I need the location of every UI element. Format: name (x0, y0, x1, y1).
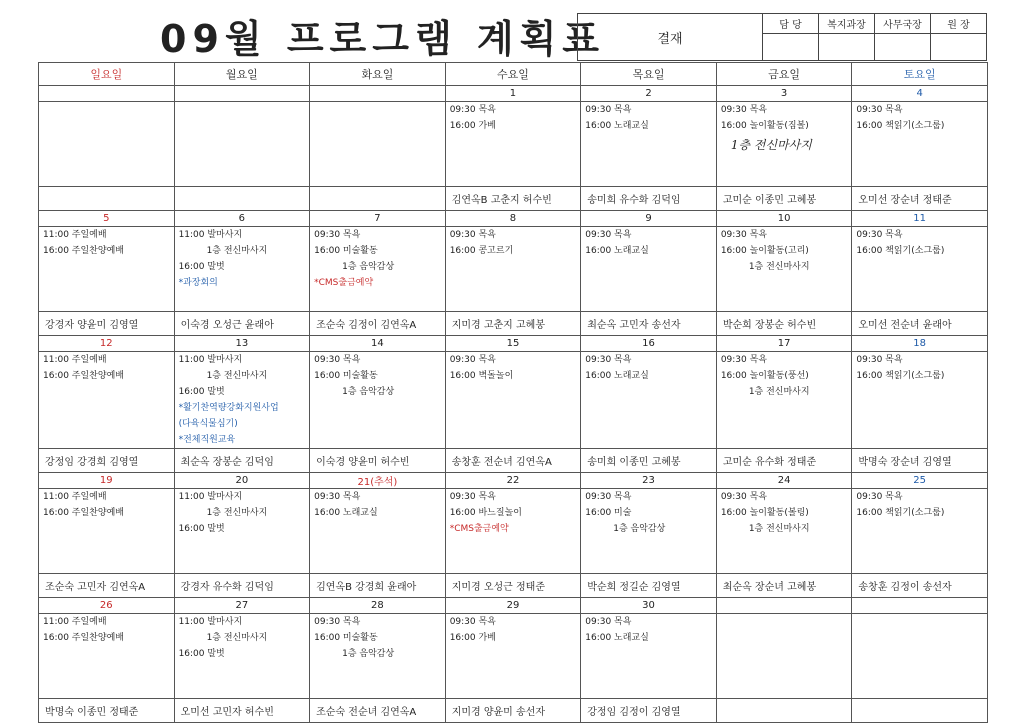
activity-item: 11:00 발마사지 (178, 230, 243, 240)
activity-item: 16:00 놀이활동(짐볼) (720, 121, 809, 131)
activity-item: 1층 전신마사지 (748, 524, 810, 534)
approval-sign-box[interactable] (819, 34, 874, 60)
activity-item: 09:30 목욕 (720, 355, 767, 365)
activity-item: 16:00 벽돌놀이 (449, 371, 514, 381)
activity-item: 09:30 목욕 (720, 230, 767, 240)
staff-row (39, 574, 988, 598)
date-number: 15 (445, 336, 581, 352)
activity-item: 16:00 책읽기(소그룹) (856, 508, 945, 518)
staff-names (174, 187, 310, 211)
activity-cell (716, 614, 852, 699)
staff-row (39, 312, 988, 336)
activity-item: 09:30 목욕 (449, 492, 496, 502)
activity-item: 11:00 발마사지 (178, 492, 243, 502)
staff-names: 강경자 양윤미 김영열 (39, 312, 175, 336)
notice-item: *CMS출금예약 (449, 524, 509, 534)
activity-cell (581, 352, 717, 449)
activity-item: 09:30 목욕 (449, 355, 496, 365)
date-number (852, 598, 988, 614)
activity-item: 1층 음악감상 (613, 524, 666, 534)
date-number: 11 (852, 211, 988, 227)
page-title: 09월 프로그램 계획표 (160, 17, 606, 61)
activity-item: 1층 음악감상 (342, 262, 395, 272)
activity-item: 16:00 놀이활동(고리) (720, 246, 809, 256)
weekday-header: 화요일 (310, 63, 446, 86)
activity-item: 11:00 주일예배 (43, 230, 107, 240)
date-number: 14 (310, 336, 446, 352)
activity-cell (174, 489, 310, 574)
activity-cell (445, 227, 581, 312)
activity-cell (581, 227, 717, 312)
staff-names: 박명숙 장순녀 김영열 (852, 449, 988, 473)
date-number: 2 (581, 86, 717, 102)
staff-names: 송창훈 전순녀 김연옥A (445, 449, 581, 473)
staff-names: 지미경 오성근 정태준 (445, 574, 581, 598)
date-number: 20 (174, 473, 310, 489)
activity-item: 16:00 주일찬양예배 (43, 371, 124, 381)
activity-item: 09:30 목욕 (720, 105, 767, 115)
date-number: 4 (852, 86, 988, 102)
date-number: 27 (174, 598, 310, 614)
activity-item: 09:30 목욕 (856, 105, 903, 115)
activity-item: 16:00 놀이활동(볼링) (720, 508, 809, 518)
activity-row (39, 227, 988, 312)
activity-item: 09:30 목욕 (449, 230, 496, 240)
staff-names (39, 187, 175, 211)
activity-cell (445, 489, 581, 574)
activity-cell (310, 489, 446, 574)
activity-cell (39, 489, 175, 574)
activity-item: 16:00 말벗 (178, 262, 225, 272)
activity-item: 1층 전신마사지 (206, 508, 268, 518)
activity-item: 16:00 주일찬양예배 (43, 508, 124, 518)
activity-item: 16:00 책읽기(소그룹) (856, 246, 945, 256)
activity-item: 1층 전신마사지 (206, 633, 268, 643)
approval-col (763, 14, 819, 60)
activity-cell (174, 352, 310, 449)
staff-names: 박순희 장봉순 허수빈 (716, 312, 852, 336)
activity-item: 16:00 주일찬양예배 (43, 633, 124, 643)
activity-cell (716, 489, 852, 574)
activity-item: 09:30 목욕 (314, 230, 361, 240)
staff-names: 오미선 장순녀 정태준 (852, 187, 988, 211)
activity-item: 16:00 말벗 (178, 524, 225, 534)
staff-names: 강경자 유수화 김덕임 (174, 574, 310, 598)
activity-cell (852, 227, 988, 312)
approval-role: 복지과장 (819, 14, 874, 34)
weekday-header: 일요일 (39, 63, 175, 86)
approval-sign-box[interactable] (763, 34, 818, 60)
staff-names: 박순희 정길순 김영열 (581, 574, 717, 598)
staff-names: 송창훈 김정이 송선자 (852, 574, 988, 598)
staff-names: 김연옥B 고춘지 허수빈 (445, 187, 581, 211)
approval-role: 사무국장 (875, 14, 930, 34)
staff-names: 강정임 강경희 김영열 (39, 449, 175, 473)
activity-item: 16:00 주일찬양예배 (43, 246, 124, 256)
activity-item: 16:00 바느질놀이 (449, 508, 522, 518)
date-number: 16 (581, 336, 717, 352)
date-row (39, 211, 988, 227)
approval-sign-box[interactable] (931, 34, 986, 60)
weekday-header: 금요일 (716, 63, 852, 86)
activity-item: 09:30 목욕 (585, 492, 632, 502)
date-number: 9 (581, 211, 717, 227)
staff-row (39, 187, 988, 211)
staff-names: 오미선 고민자 허수빈 (174, 699, 310, 723)
activity-cell (39, 102, 175, 187)
staff-names: 조순숙 김정이 김연옥A (310, 312, 446, 336)
activity-cell (445, 102, 581, 187)
weekday-header-row (39, 63, 988, 86)
notice-item: *전체직원교육 (178, 435, 236, 445)
notice-item: *과장회의 (178, 278, 218, 288)
staff-names: 조순숙 고민자 김연옥A (39, 574, 175, 598)
staff-names (716, 699, 852, 723)
date-number (174, 86, 310, 102)
staff-names: 지미경 고춘지 고혜봉 (445, 312, 581, 336)
activity-item: 1층 음악감상 (342, 649, 395, 659)
date-number: 17 (716, 336, 852, 352)
activity-cell (310, 227, 446, 312)
date-number: 7 (310, 211, 446, 227)
notice-item: (다육식물심기) (178, 419, 238, 429)
weekday-header: 토요일 (852, 63, 988, 86)
activity-item: 16:00 책읽기(소그룹) (856, 371, 945, 381)
staff-names: 최순옥 장봉순 김덕임 (174, 449, 310, 473)
staff-row (39, 449, 988, 473)
activity-cell (716, 352, 852, 449)
date-number: 5 (39, 211, 175, 227)
weekday-header: 수요일 (445, 63, 581, 86)
activity-item: 09:30 목욕 (585, 105, 632, 115)
activity-cell (39, 614, 175, 699)
date-number: 28 (310, 598, 446, 614)
activity-item: 09:30 목욕 (449, 617, 496, 627)
activity-item: 09:30 목욕 (720, 492, 767, 502)
date-number: 26 (39, 598, 175, 614)
activity-item: 09:30 목욕 (585, 230, 632, 240)
activity-row (39, 614, 988, 699)
date-number: 12 (39, 336, 175, 352)
activity-item: 1층 전신마사지 (206, 246, 268, 256)
activity-item: 09:30 목욕 (856, 230, 903, 240)
activity-item: 1층 전신마사지 (206, 371, 268, 381)
date-number (310, 86, 446, 102)
date-number: 1 (445, 86, 581, 102)
activity-item: 09:30 목욕 (856, 492, 903, 502)
staff-names (852, 699, 988, 723)
staff-names: 최순옥 고민자 송선자 (581, 312, 717, 336)
activity-item: 11:00 발마사지 (178, 617, 243, 627)
activity-row (39, 489, 988, 574)
date-row (39, 86, 988, 102)
approval-role: 담 당 (763, 14, 818, 34)
weekday-header: 목요일 (581, 63, 717, 86)
date-number (39, 86, 175, 102)
staff-names: 고미순 이종민 고혜봉 (716, 187, 852, 211)
date-number: 8 (445, 211, 581, 227)
activity-item: 16:00 노래교실 (585, 633, 649, 643)
activity-item: 09:30 목욕 (449, 105, 496, 115)
activity-cell (174, 614, 310, 699)
approval-col (875, 14, 931, 60)
activity-item: 16:00 노래교실 (314, 508, 378, 518)
activity-item: 1층 음악감상 (342, 387, 395, 397)
activity-item: 16:00 말벗 (178, 649, 225, 659)
activity-item: 16:00 미술 (585, 508, 632, 518)
date-number: 10 (716, 211, 852, 227)
activity-item: 1층 전신마사지 (748, 262, 810, 272)
weekday-header: 월요일 (174, 63, 310, 86)
activity-cell (716, 227, 852, 312)
activity-item: 09:30 목욕 (314, 492, 361, 502)
activity-cell (852, 614, 988, 699)
activity-item: 16:00 노래교실 (585, 121, 649, 131)
activity-cell (716, 102, 852, 187)
staff-names: 오미선 전순녀 윤래아 (852, 312, 988, 336)
handwritten-note: 1층 전신마사지 (730, 138, 812, 152)
activity-item: 16:00 놀이활동(풍선) (720, 371, 809, 381)
activity-cell (39, 227, 175, 312)
activity-item: 16:00 노래교실 (585, 246, 649, 256)
activity-item: 16:00 미술활동 (314, 633, 378, 643)
approval-col (931, 14, 986, 60)
date-number: 18 (852, 336, 988, 352)
staff-names: 최순옥 장순녀 고혜봉 (716, 574, 852, 598)
staff-names: 조순숙 전순녀 김연옥A (310, 699, 446, 723)
notice-item: *활기찬역량강화지원사업 (178, 403, 279, 413)
date-number: 13 (174, 336, 310, 352)
activity-item: 16:00 미술활동 (314, 371, 378, 381)
date-row (39, 598, 988, 614)
activity-cell (445, 614, 581, 699)
activity-cell (310, 352, 446, 449)
staff-names: 송미희 유수화 김덕임 (581, 187, 717, 211)
staff-names: 강정임 김정이 김영열 (581, 699, 717, 723)
activity-item: 09:30 목욕 (314, 617, 361, 627)
staff-names (310, 187, 446, 211)
activity-row (39, 352, 988, 449)
staff-names: 이숙경 오성근 윤래아 (174, 312, 310, 336)
activity-item: 11:00 주일예배 (43, 355, 107, 365)
activity-cell (445, 352, 581, 449)
date-number: 24 (716, 473, 852, 489)
date-number: 19 (39, 473, 175, 489)
staff-names: 이숙경 양윤미 허수빈 (310, 449, 446, 473)
approval-role: 원 장 (931, 14, 986, 34)
activity-row (39, 102, 988, 187)
activity-cell (310, 614, 446, 699)
date-number: 29 (445, 598, 581, 614)
activity-item: 16:00 가베 (449, 121, 496, 131)
activity-cell (310, 102, 446, 187)
date-number: 23 (581, 473, 717, 489)
approval-box (577, 13, 987, 61)
notice-item: *CMS출금예약 (314, 278, 374, 288)
activity-cell (852, 102, 988, 187)
activity-cell (174, 102, 310, 187)
activity-cell (39, 352, 175, 449)
date-number: 25 (852, 473, 988, 489)
date-number (716, 598, 852, 614)
date-number: 21(추석) (310, 473, 446, 489)
activity-item: 09:30 목욕 (314, 355, 361, 365)
activity-item: 11:00 발마사지 (178, 355, 243, 365)
activity-item: 16:00 미술활동 (314, 246, 378, 256)
activity-cell (174, 227, 310, 312)
activity-item: 11:00 주일예배 (43, 617, 107, 627)
approval-label: 결재 (578, 14, 763, 60)
activity-item: 16:00 가베 (449, 633, 496, 643)
staff-names: 박명숙 이종민 정태준 (39, 699, 175, 723)
approval-col (819, 14, 875, 60)
date-number: 3 (716, 86, 852, 102)
staff-names: 송미희 이종민 고혜봉 (581, 449, 717, 473)
date-number: 6 (174, 211, 310, 227)
calendar-table (38, 62, 988, 723)
staff-row (39, 699, 988, 723)
activity-item: 09:30 목욕 (585, 617, 632, 627)
staff-names: 지미경 양윤미 송선자 (445, 699, 581, 723)
activity-cell (852, 489, 988, 574)
activity-item: 16:00 콩고르기 (449, 246, 514, 256)
date-row (39, 336, 988, 352)
activity-cell (581, 489, 717, 574)
activity-item: 16:00 책읽기(소그룹) (856, 121, 945, 131)
date-number: 30 (581, 598, 717, 614)
activity-item: 1층 전신마사지 (748, 387, 810, 397)
activity-cell (581, 614, 717, 699)
activity-item: 09:30 목욕 (585, 355, 632, 365)
activity-cell (852, 352, 988, 449)
staff-names: 김연옥B 강경희 윤래아 (310, 574, 446, 598)
activity-item: 09:30 목욕 (856, 355, 903, 365)
activity-cell (581, 102, 717, 187)
date-number: 22 (445, 473, 581, 489)
activity-item: 16:00 말벗 (178, 387, 225, 397)
activity-item: 11:00 주일예배 (43, 492, 107, 502)
date-row (39, 473, 988, 489)
activity-item: 16:00 노래교실 (585, 371, 649, 381)
staff-names: 고미순 유수화 정태준 (716, 449, 852, 473)
approval-sign-box[interactable] (875, 34, 930, 60)
